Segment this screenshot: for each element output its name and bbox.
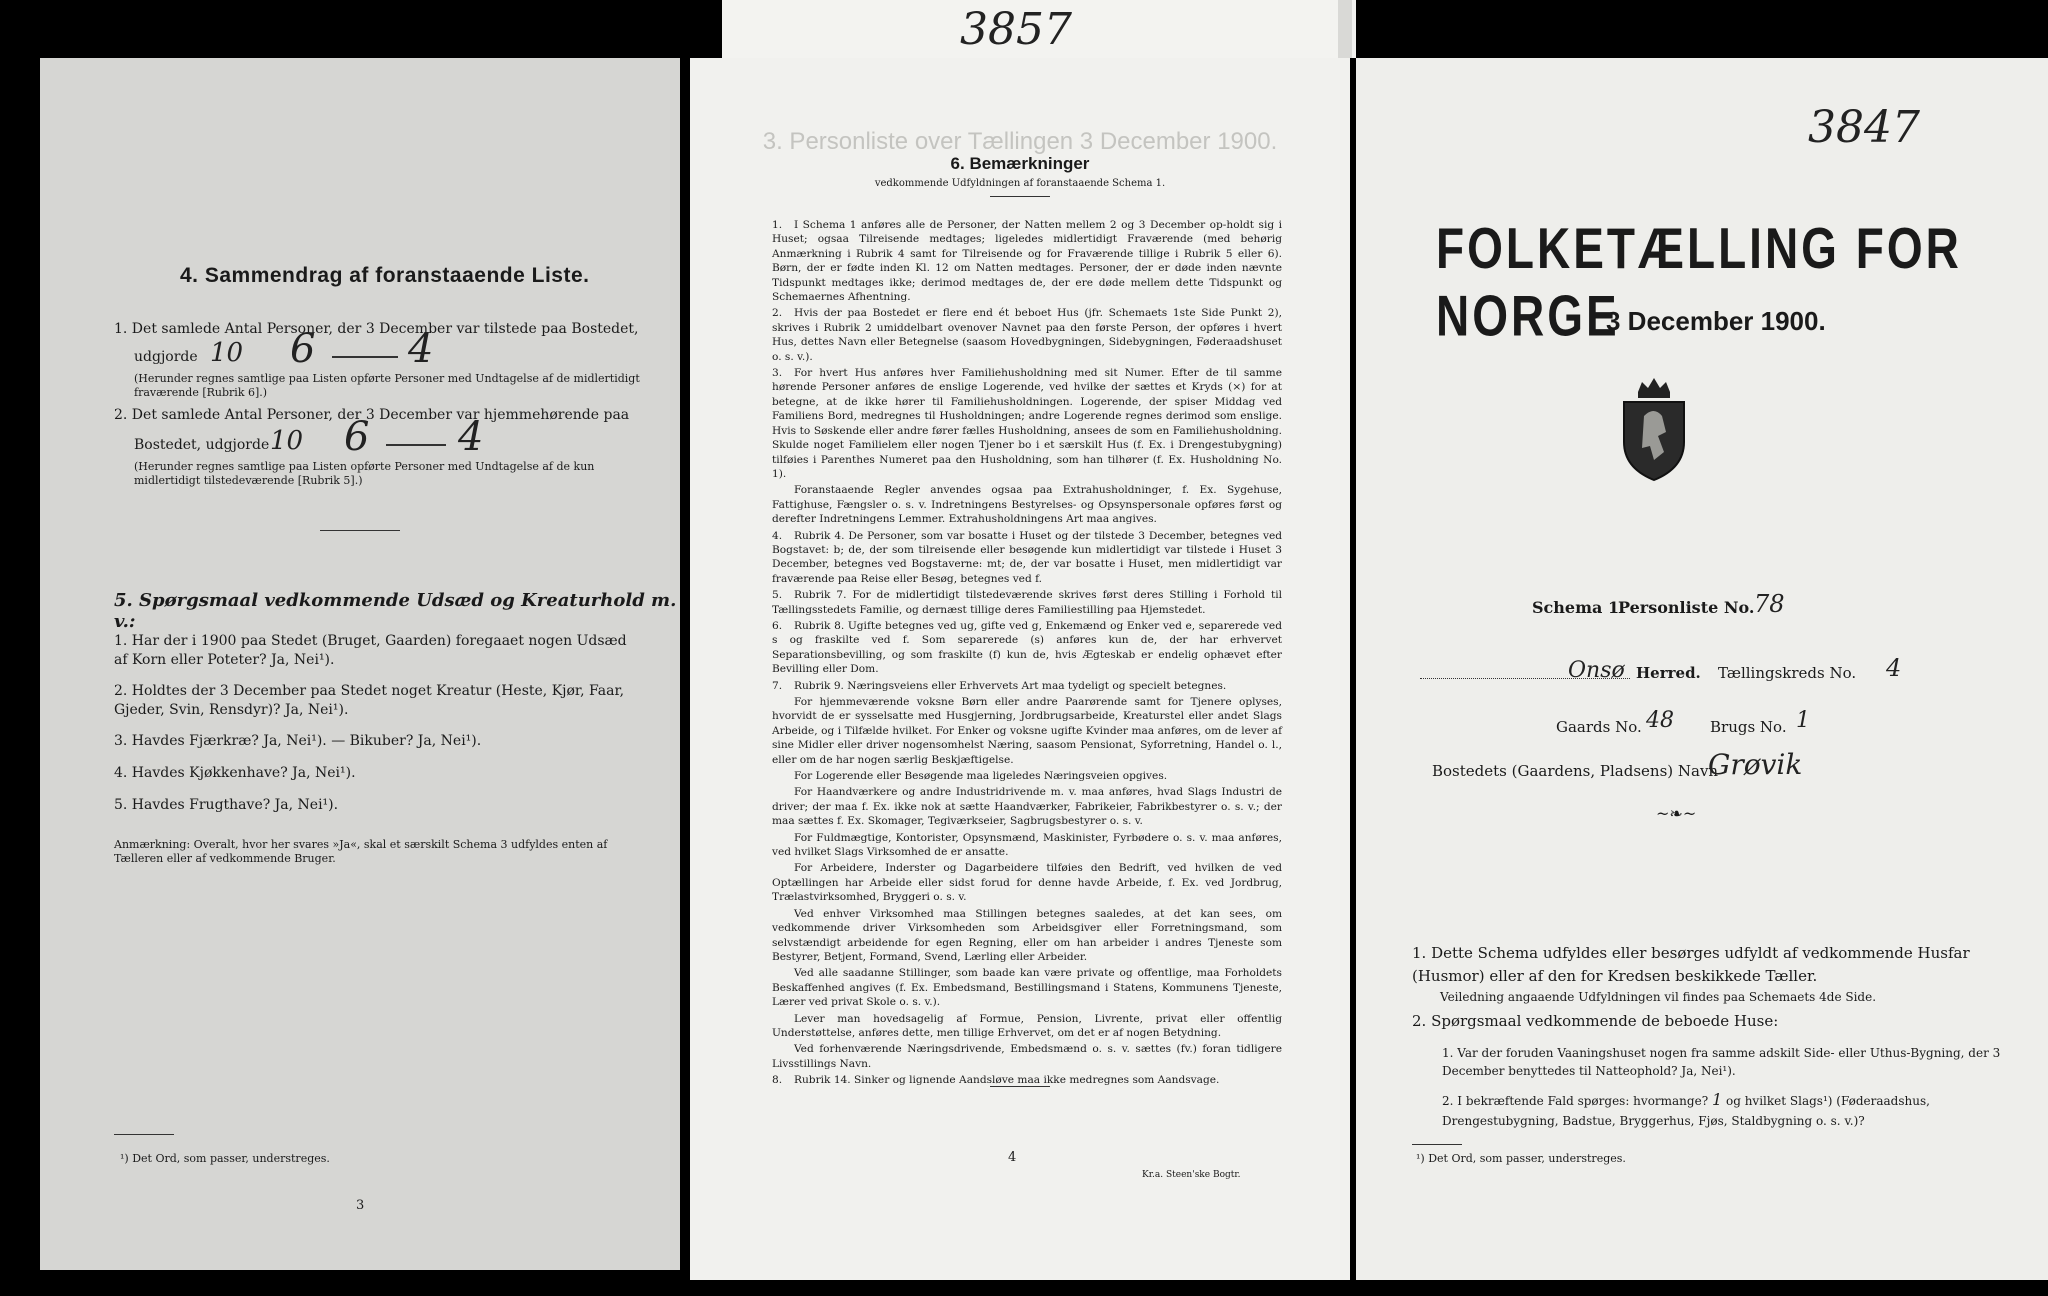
remark-item-text: Hvis der paa Bostedet er flere end ét beboet Hus (jfr. Schemaets 1ste Side Punkt 2), skrives i Rubrik 2 umiddelbart ovenover Navnet paa den første Person, der opføres i hvert Hus, dettes Navn eller Betegnelse (saasom Hovedbygningen, Sidebygningen, Føderaadshuset o. s. v.). bbox=[772, 307, 1282, 363]
remark-item-text: For Logerende eller Besøgende maa ligeledes Næringsveien opgives. bbox=[794, 770, 1168, 783]
printer-imprint: Kr.a. Steen'ske Bogtr. bbox=[1142, 1170, 1241, 1180]
remark-item-number: 3. bbox=[772, 367, 783, 380]
remark-item-number: 2. bbox=[772, 307, 783, 320]
title-rule bbox=[990, 196, 1050, 197]
q2-a: 6 bbox=[344, 414, 370, 460]
paper-edge bbox=[1338, 0, 1352, 58]
remark-item bbox=[772, 695, 1282, 767]
gaards-label: Gaards No. bbox=[1556, 718, 1642, 736]
footnote: ¹) Det Ord, som passer, understreges. bbox=[120, 1152, 330, 1165]
remark-item bbox=[772, 366, 1282, 481]
middle-page bbox=[690, 58, 1350, 1280]
remark-item-text: Rubrik 14. Sinker og lignende Aandsløve maa ikke medregnes som Aandsvage. bbox=[794, 1074, 1220, 1087]
remark-item bbox=[772, 831, 1282, 860]
page-number: 3 bbox=[356, 1198, 365, 1213]
remark-item bbox=[772, 306, 1282, 364]
remark-item-text: Ved enhver Virksomhed maa Stillingen betegnes saaledes, at det kan sees, om vedkommende driver Virksomheden som Arbeidsgiver eller Forretningsmand, som selvstændigt arbeidende for egen Regning, eller om han arbeider i andres Tjeneste som Bestyrer, Betjent, Formand, Svend, Lærling eller Arbeider. bbox=[772, 907, 1282, 963]
q1-a: 6 bbox=[290, 326, 316, 372]
brugs-label: Brugs No. bbox=[1710, 718, 1787, 736]
remarks-subtitle: vedkommende Udfyldningen af foranstaaende Schema 1. bbox=[874, 178, 1166, 189]
census-title: FOLKETÆLLING FOR NORGE bbox=[1436, 215, 1962, 348]
q2-dash bbox=[386, 444, 446, 446]
herred-label: Herred. bbox=[1636, 664, 1701, 682]
q2-b: 4 bbox=[458, 414, 484, 460]
q1-note: (Herunder regnes samtlige paa Listen opførte Personer med Undtagelse af de midlertidigt fraværende [Rubrik 6].) bbox=[134, 372, 640, 400]
bosted-value: Grøvik bbox=[1708, 748, 1803, 781]
personliste-label: Personliste No. bbox=[1618, 598, 1755, 617]
houses-q2-prefix: 2. I bekræftende Fald spørges: hvormange? bbox=[1442, 1094, 1709, 1108]
remark-item-text: Ved alle saadanne Stillinger, som baade kan være private og offentlige, maa Forholdets Beskaffenhed angives (f. Ex. Embedsmand, Bestillingsmand i Statens, Kommunens Tjeneste, Lærer ved privat Skole o. s. v.). bbox=[772, 967, 1282, 1009]
page-number: 4 bbox=[1008, 1150, 1017, 1165]
remark-item bbox=[772, 619, 1282, 677]
remark-item bbox=[772, 529, 1282, 587]
q2-label: Bostedet, udgjorde bbox=[134, 437, 270, 453]
remark-item bbox=[772, 483, 1282, 526]
kreds-no: 4 bbox=[1886, 654, 1902, 682]
remark-item-text: Rubrik 9. Næringsveiens eller Erhvervets Art maa tydeligt og specielt betegnes. bbox=[794, 679, 1227, 692]
remark-item-text: Lever man hovedsagelig af Formue, Pension, Livrente, privat eller offentlig Understøttelse, anføres dette, men tillige Erhvervet, om det er af nogen Betydning. bbox=[772, 1012, 1282, 1039]
instruction-1: 1. Dette Schema udfyldes eller besørges udfyldt af vedkommende Husfar (Husmor) eller af den for Kredsen beskikkede Tæller. bbox=[1412, 944, 1970, 985]
remark-item bbox=[772, 769, 1282, 783]
q1-total: 10 bbox=[210, 338, 244, 368]
top-paper-strip bbox=[722, 0, 1356, 58]
remark-item-number: 4. bbox=[772, 529, 783, 542]
houses-q2-suffix: og hvilket Slags¹) (Føderaadshus, Drengestubygning, Badstue, Bryggerhus, Fjøs, Staldbygning o. s. v.)? bbox=[1442, 1094, 1930, 1128]
q1-b: 4 bbox=[408, 326, 434, 372]
remark-item-text: Foranstaaende Regler anvendes ogsaa paa Extrahusholdninger, f. Ex. Sygehuse, Fattighuse, Fængsler o. s. v. Indretningens Bestyrelses- og Opsynspersonale opføres først og derefter Indretningens Lemmer. Extrahusholdningens Art maa angives. bbox=[772, 484, 1282, 526]
herred-value: Onsø bbox=[1568, 658, 1625, 683]
s5-q4: 4. Havdes Kjøkkenhave? Ja, Nei¹). bbox=[114, 765, 356, 781]
s5-q3: 3. Havdes Fjærkræ? Ja, Nei¹). — Bikuber? Ja, Nei¹). bbox=[114, 733, 482, 749]
q1-dash bbox=[332, 356, 398, 358]
remarks-list bbox=[772, 218, 1282, 1090]
remark-item-number: 8. bbox=[772, 1074, 783, 1087]
remark-item bbox=[772, 966, 1282, 1009]
remark-item bbox=[772, 1042, 1282, 1071]
houses-q2-count: 1 bbox=[1711, 1090, 1723, 1109]
remark-item bbox=[772, 907, 1282, 965]
footnote-rule bbox=[1412, 1144, 1462, 1145]
faded-heading: 3. Personliste over Tællingen 3 December 1900. bbox=[762, 128, 1278, 155]
remark-item-number: 5. bbox=[772, 589, 783, 602]
personliste-no: 78 bbox=[1754, 590, 1785, 618]
schema-label: Schema 1. bbox=[1532, 598, 1625, 617]
q1-label: udgjorde bbox=[134, 349, 198, 365]
section5-title: 5. Spørgsmaal vedkommende Udsæd og Kreaturhold m. v.: bbox=[114, 590, 677, 632]
divider bbox=[320, 530, 400, 531]
brugs-no: 1 bbox=[1796, 708, 1810, 733]
remark-item-text: I Schema 1 anføres alle de Personer, der Natten mellem 2 og 3 December op-holdt sig i Huset; ogsaa Tilreisende medtages; ligeledes midlertidigt Fraværende (med behørig Anmærkning i Rubrik 4 samt for Tilreisende og for Fraværende tillige i Rubrik 5 eller 6). Børn, der er fødte inden Kl. 12 om Natten medtages. Personer, der er døde inden nævnte Tidspunkt medtages ikke; derimod medtages de, der ere døde mellem dette Tidspunkt og Schemaernes Afhentning. bbox=[772, 219, 1282, 304]
norway-coat-of-arms-icon bbox=[1614, 376, 1694, 482]
s5-q2: 2. Holdtes der 3 December paa Stedet noget Kreatur (Heste, Kjør, Faar, Gjeder, Svin, Rensdyr)? Ja, Nei¹). bbox=[114, 683, 625, 718]
instruction-1-note: Veiledning angaaende Udfyldningen vil findes paa Schemaets 4de Side. bbox=[1440, 990, 1877, 1004]
section4-title: 4. Sammendrag af foranstaaende Liste. bbox=[180, 264, 590, 287]
instruction-2: 2. Spørgsmaal vedkommende de beboede Huse: bbox=[1412, 1012, 1779, 1030]
remark-item-text: For Haandværkere og andre Industridrivende m. v. maa anføres, hvad Slags Industri de driver; der maa f. Ex. ikke nok at sætte Haandværker, Fabrikeier, Fabrikbestyrer o. s. v.; der maa sættes f. Ex. Skomager, Tegiværkseier, Sagbrugsbestyrer o. s. v. bbox=[772, 786, 1282, 828]
remark-item-number: 6. bbox=[772, 619, 783, 632]
s5-q1: 1. Har der i 1900 paa Stedet (Bruget, Gaarden) foregaaet nogen Udsæd af Korn eller Poteter? Ja, Nei¹). bbox=[114, 633, 627, 668]
remark-item-text: Rubrik 4. De Personer, som var bosatte i Huset og der tilstede 3 December, betegnes ved Bogstavet: b; de, der som tilreisende eller besøgende kun midlertidigt var tilstede i Huset 3 December, betegnes ved Bogstaverne: mt; de, der var bosatte i Huset, men midlertidigt var fraværende paa Reise eller Besøg, betegnes ved f. bbox=[772, 529, 1282, 585]
archive-number-right: 3847 bbox=[1808, 102, 1920, 153]
remark-item-text: For hvert Hus anføres hver Familiehusholdning med sit Numer. Efter de til samme hørende Personer anføres de enslige Logerende, ved hvilke der sættes et Kryds (×) for at betegne, at de ikke hører til Familiehusholdningen. Logerende, der spiser Middag ved Familiens Bord, medregnes til Husholdningen; andre Logerende regnes derimod som enslige. Hvis to Søskende eller andre fører fælles Husholdning, ansees de som en Familiehusholdning. Skulde noget Familielem eller nogen Tjener bo i et særskilt Hus (f. Ex. i Drengestubygning) tilføies i Parenthes Numeret paa den Husholdning, som han tilhører (f. Ex. Husholdning No. 1). bbox=[772, 367, 1282, 480]
remark-item-text: Rubrik 7. For de midlertidigt tilstedeværende skrives først deres Stilling i Forhold til Tællingsstedets Familie, og dernæst tillige deres Familiestilling paa Hjemstedet. bbox=[772, 589, 1282, 616]
q1-line: 1. Det samlede Antal Personer, der 3 December var tilstede paa Bostedet, bbox=[114, 321, 639, 337]
kreds-label: Tællingskreds No. bbox=[1718, 664, 1857, 682]
remark-item bbox=[772, 588, 1282, 617]
remark-item bbox=[772, 1012, 1282, 1041]
q2-line: 2. Det samlede Antal Personer, der 3 December var hjemmehørende paa bbox=[114, 407, 630, 423]
bosted-label: Bostedets (Gaardens, Pladsens) Navn bbox=[1432, 762, 1719, 780]
remarks-title: 6. Bemærkninger bbox=[950, 154, 1090, 173]
gaards-no: 48 bbox=[1646, 708, 1674, 733]
q2-total: 10 bbox=[270, 426, 304, 456]
census-date: 3 December 1900. bbox=[1606, 306, 1826, 336]
houses-q1: 1. Var der foruden Vaaningshuset nogen fra samme adskilt Side- eller Uthus-Bygning, der 3 December benyttedes til Natteophold? Ja, Nei¹). bbox=[1442, 1046, 2001, 1078]
q2-note: (Herunder regnes samtlige paa Listen opførte Personer med Undtagelse af de kun midlertidigt tilstedeværende [Rubrik 5].) bbox=[134, 460, 595, 488]
s5-q5: 5. Havdes Frugthave? Ja, Nei¹). bbox=[114, 797, 339, 813]
remark-item-number: 1. bbox=[772, 219, 783, 231]
remark-item-text: For Fuldmægtige, Kontorister, Opsynsmænd, Maskinister, Fyrbødere o. s. v. maa anføres, ved hvilket Slags Virksomhed de er ansatte. bbox=[772, 831, 1282, 859]
remark-item bbox=[772, 861, 1282, 904]
end-rule bbox=[990, 1086, 1050, 1087]
remark-item bbox=[772, 218, 1282, 304]
footnote-rule bbox=[114, 1134, 174, 1135]
remark-item bbox=[772, 785, 1282, 828]
remark-item-text: For hjemmeværende voksne Børn eller andre Paarørende samt for Tjenere oplyses, hvorvidt de er sysselsatte med Husgjerning, Jordbrugsarbeide, Kreaturstel eller andet Slags Arbeide, og i Tilfælde hvilket. For Enker og voksne ugifte Kvinder maa anføres, om de lever af sine Midler eller driver nogensomhelst Næring, saasom Pensionat, Syforretning, Handel o. l., eller om de har nogen særlig Beskjæftigelse. bbox=[772, 696, 1282, 766]
remark-item-text: Rubrik 8. Ugifte betegnes ved ug, gifte ved g, Enkemænd og Enker ved e, separerede ved s og fraskilte ved f. Som separerede (s) anføres kun de, der har erhvervet Separationsbevilling, og som fraskilte (f) kun de, hvis Ægteskab er endelig ophævet efter Bevilling eller Dom. bbox=[772, 619, 1282, 676]
right-page bbox=[1356, 58, 2048, 1280]
footnote: ¹) Det Ord, som passer, understreges. bbox=[1416, 1152, 1626, 1165]
ornament-icon: ~❧~ bbox=[1656, 804, 1697, 823]
archive-number-top: 3857 bbox=[960, 4, 1072, 55]
left-page bbox=[40, 58, 680, 1270]
remark-item-number: 7. bbox=[772, 679, 783, 692]
remark-item-text: For Arbeidere, Inderster og Dagarbeidere tilføies den Bedrift, ved hvilken de ved Optællingen har Arbeide eller sidst forud for denne havde Arbeide, f. Ex. ved Jordbrug, Trælastvirksomhed, Bryggeri o. s. v. bbox=[772, 862, 1282, 904]
remark-item-text: Ved forhenværende Næringsdrivende, Embedsmænd o. s. v. sættes (fv.) foran tidligere Livsstillings Navn. bbox=[772, 1043, 1282, 1070]
remark: Anmærkning: Overalt, hvor her svares »Ja«, skal et særskilt Schema 3 udfyldes enten af Tælleren eller af vedkommende Bruger. bbox=[114, 838, 608, 866]
houses-q2 bbox=[1442, 1088, 2012, 1130]
remark-item bbox=[772, 679, 1282, 693]
